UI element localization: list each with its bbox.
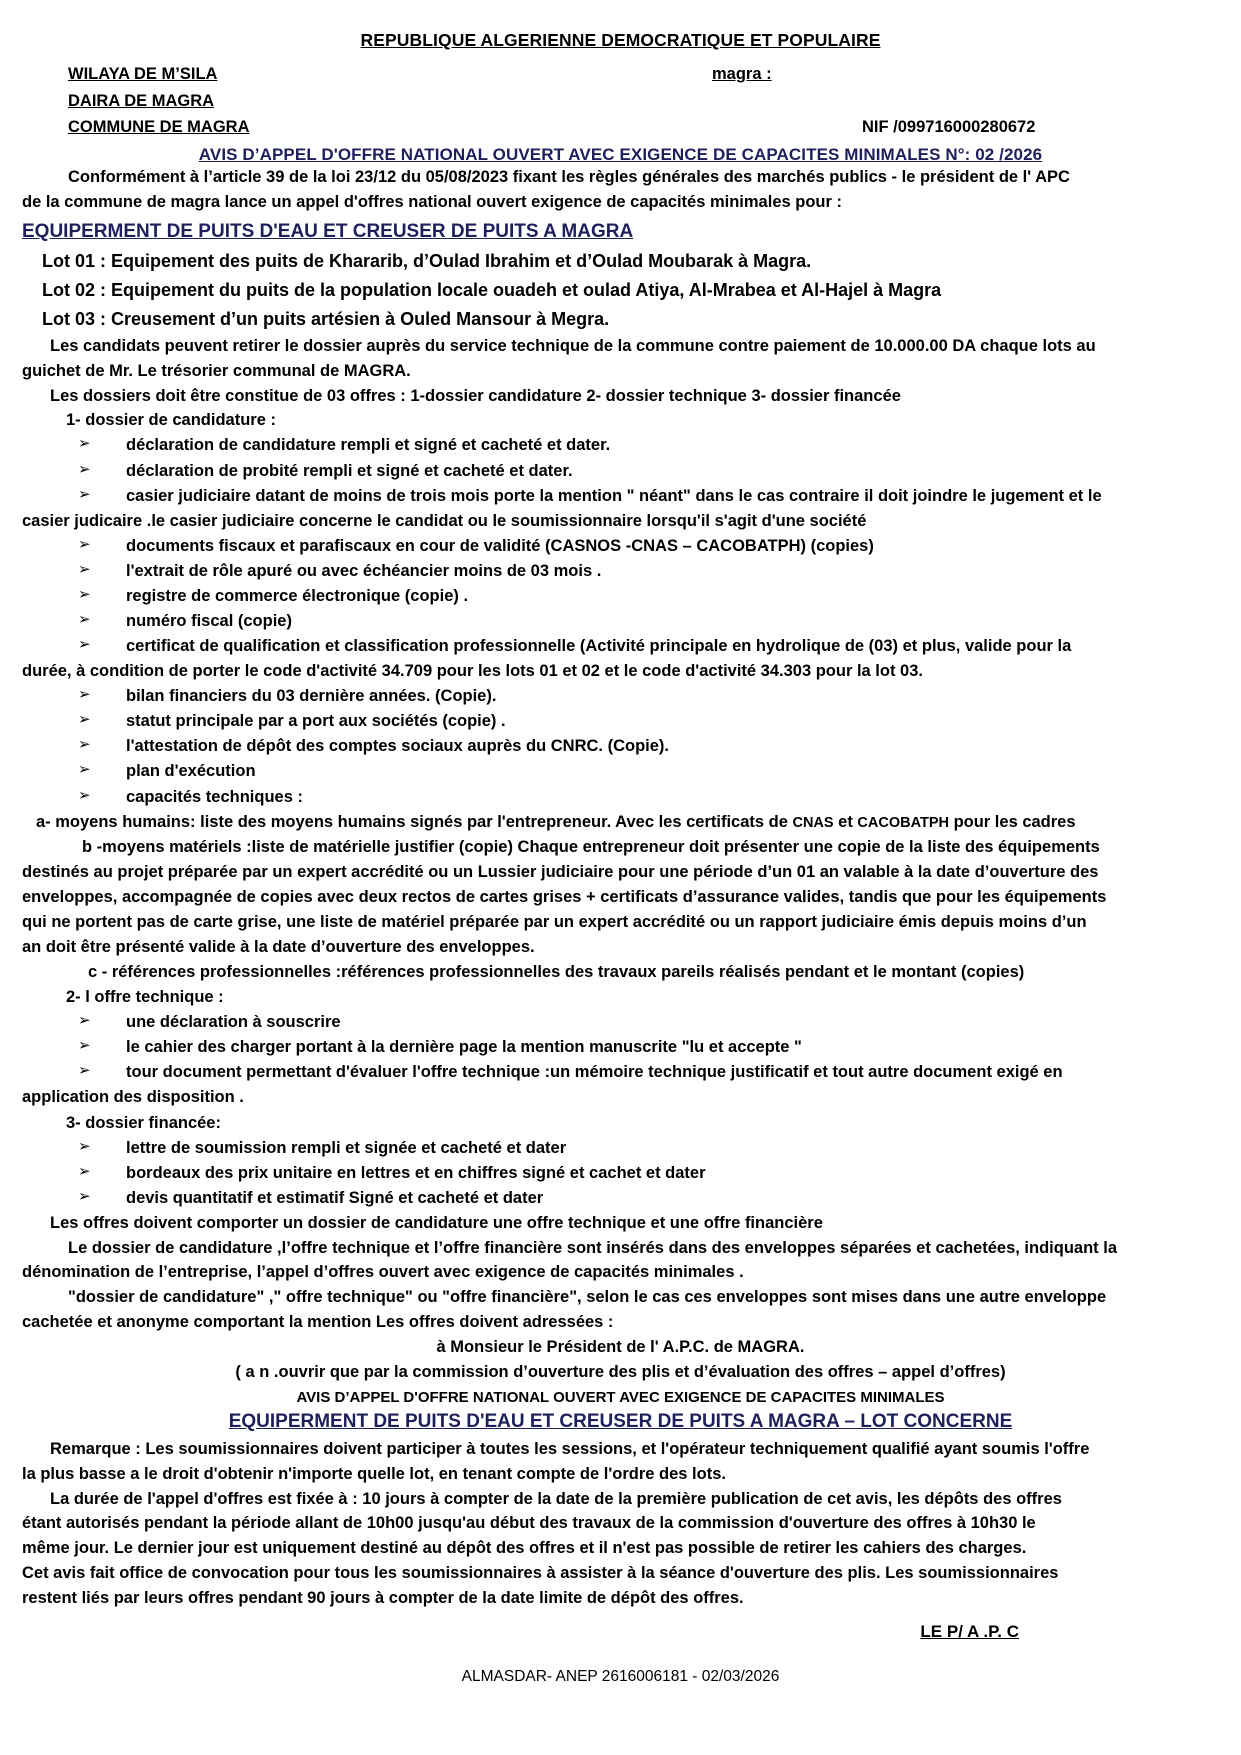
capacity-material-line5: an doit être présenté valide à la date d’ouverture des enveloppes.: [22, 938, 535, 957]
magra-label: [712, 61, 1219, 88]
chevron-right-icon: ➢: [78, 636, 91, 654]
section1-list-tail: [22, 684, 1219, 809]
section1-list-continued: [22, 534, 1219, 659]
withdrawal-line1: Les candidats peuvent retirer le dossier auprès du service technique de la commune contre paiement de 10.000.00 DA chaque lots au: [50, 337, 1096, 356]
list-item-label: déclaration de candidature rempli et signé et cacheté et dater.: [126, 436, 611, 455]
chevron-right-icon: ➢: [78, 786, 91, 804]
envelopes-line3: dénomination de l’entreprise, l’appel d’offres ouvert avec exigence de capacités minimales .: [22, 1263, 744, 1282]
list-item: [22, 734, 1219, 759]
list-item: [22, 559, 1219, 584]
chevron-right-icon: ➢: [78, 485, 91, 503]
intro-paragraph-line2: de la commune de magra lance un appel d'offres national ouvert exigence de capacités minimales pour :: [22, 192, 842, 211]
section2-heading: 2- l offre technique :: [66, 988, 224, 1007]
duration-line1: La durée de l'appel d'offres est fixée à : 10 jours à compter de la date de la première publication de cet avis, les dépôts des offres: [50, 1489, 1062, 1508]
duration-line3: même jour. Le dernier jour est uniquement destiné au dépôt des offres et il n'est pas possible de retirer les cahiers des charges.: [22, 1539, 1027, 1557]
list-item-label: bordeaux des prix unitaire en lettres et en chiffres signé et cachet et dater: [126, 1163, 706, 1182]
envelopes-line5: cachetée et anonyme comportant la mention Les offres doivent adressées :: [22, 1312, 614, 1331]
nif-value: NIF /099716000280672: [862, 118, 1036, 137]
address-project-title: EQUIPERMENT DE PUITS D'EAU ET CREUSER DE PUITS A MAGRA – LOT CONCERNE: [228, 1411, 1013, 1432]
lot-item: Lot 03 : Creusement d’un puits artésien à Ouled Mansour à Megra.: [42, 308, 610, 329]
capacity-a-mid: et: [833, 812, 858, 831]
list-item-label: capacités techniques :: [126, 787, 303, 806]
chevron-right-icon: ➢: [78, 585, 91, 603]
chevron-right-icon: ➢: [78, 535, 91, 553]
chevron-right-icon: ➢: [78, 686, 91, 704]
list-item: [22, 684, 1219, 709]
list-item: [22, 634, 1219, 659]
section3-list: [22, 1136, 1219, 1211]
list-item: [22, 1136, 1219, 1161]
chevron-right-icon: ➢: [78, 711, 91, 729]
project-title: EQUIPERMENT DE PUITS D'EAU ET CREUSER DE PUITS A MAGRA: [22, 220, 634, 242]
duration-line5: restent liés par leurs offres pendant 90 jours à compter de la date limite de dépôt des offres.: [22, 1588, 744, 1607]
list-item: [22, 785, 1219, 810]
list-item-label: le cahier des charger portant à la dernière page la mention manuscrite "lu et accepte ": [126, 1038, 802, 1057]
section1-list: [22, 433, 1219, 508]
capacity-a-prefix: a- moyens humains: liste des moyens humains signés par l'entrepreneur. Avec les certificats de: [36, 812, 793, 831]
chevron-right-icon: ➢: [78, 736, 91, 754]
list-item-label: déclaration de probité rempli et signé et cacheté et dater.: [126, 461, 573, 480]
composition-line: Les dossiers doit être constitue de 03 offres : 1-dossier candidature 2- dossier technique 3- dossier financée: [50, 386, 901, 405]
list-item: [22, 1161, 1219, 1186]
chevron-right-icon: ➢: [78, 1137, 91, 1155]
republic-title: REPUBLIQUE ALGERIENNE DEMOCRATIQUE ET POPULAIRE: [360, 30, 881, 50]
signature-block: LE P/ A .P. C: [920, 1622, 1019, 1642]
list-item-label: lettre de soumission rempli et signée et cacheté et dater: [126, 1138, 567, 1157]
envelopes-line1: Les offres doivent comporter un dossier de candidature une offre technique et une offre financière: [50, 1213, 823, 1232]
list-item-label: casier judiciaire datant de moins de trois mois porte la mention " néant" dans le cas contraire il doit joindre le jugement et le: [126, 486, 1102, 505]
acronym-cnas: CNAS: [792, 814, 834, 831]
capacity-human-resources: [22, 810, 1219, 835]
header-row-wilaya: [22, 61, 1219, 88]
daira-text: DAIRA DE MAGRA: [68, 91, 215, 110]
certificat-continuation: durée, à condition de porter le code d'activité 34.709 pour les lots 01 et 02 et le code d'activité 34.303 pour la lot 03.: [22, 662, 923, 681]
remark-line2: la plus basse a le droit d'obtenir n'importe quelle lot, en tenant compte de l'ordre des lots.: [22, 1464, 726, 1483]
capacity-references-line: c - références professionnelles :références professionnelles des travaux pareils réalisés pendant et le montant (copies): [88, 963, 1025, 982]
publication-footer: ALMASDAR- ANEP 2616006181 - 02/03/2026: [461, 1668, 780, 1686]
list-item: [22, 584, 1219, 609]
list-item: [22, 433, 1219, 458]
list-item: [22, 609, 1219, 634]
address-tender-title: AVIS D’APPEL D'OFFRE NATIONAL OUVERT AVEC EXIGENCE DE CAPACITES MINIMALES: [296, 1388, 945, 1406]
wilaya-text: WILAYA DE M’SILA: [68, 65, 218, 83]
list-item-label: plan d'exécution: [126, 762, 256, 781]
list-item-label: certificat de qualification et classification professionnelle (Activité principale en hydrolique de (03) et plus, valide pour la: [126, 637, 1072, 656]
chevron-right-icon: ➢: [78, 1012, 91, 1030]
list-item-label: bilan financiers du 03 dernière années. (Copie).: [126, 687, 497, 706]
withdrawal-line2: guichet de Mr. Le trésorier communal de MAGRA.: [22, 361, 411, 380]
list-item-label: registre de commerce électronique (copie) .: [126, 586, 469, 605]
list-item-label: tour document permettant d'évaluer l'offre technique :un mémoire technique justificatif et tout autre document exigé en: [126, 1063, 1063, 1082]
envelopes-line4: "dossier de candidature" ," offre technique" ou "offre financière", selon le cas ces enveloppes sont mises dans une autre enveloppe: [68, 1288, 1107, 1307]
address-commission-line: ( a n .ouvrir que par la commission d’ouverture des plis et d’évaluation des offres – appel d’offres): [235, 1363, 1006, 1382]
list-item-label: l'extrait de rôle apuré ou avec échéancier moins de 03 mois .: [126, 561, 602, 580]
capacity-material-line1: b -moyens matériels :liste de matérielle justifier (copie) Chaque entrepreneur doit présenter une copie de la liste des équipements: [82, 837, 1100, 856]
capacity-material-line3: enveloppes, accompagnée de copies avec deux rectos de cartes grises + certificats d’assurance valides, tandis que pour les équipements: [22, 887, 1107, 906]
envelopes-line2: Le dossier de candidature ,l’offre technique et l’offre financière sont insérés dans des enveloppes séparées et cachetées, indiquant la: [68, 1238, 1117, 1257]
capacity-a-suffix: pour les cadres: [948, 812, 1076, 831]
acronym-cacobatph: CACOBATPH: [857, 814, 949, 831]
commune-label: [22, 114, 712, 141]
lot-item: Lot 02 : Equipement du puits de la population locale ouadeh et oulad Atiya, Al-Mrabea et Al-Hajel à Magra: [42, 279, 942, 300]
section1-heading: 1- dossier de candidature :: [66, 411, 276, 430]
list-item: [22, 1035, 1219, 1060]
chevron-right-icon: ➢: [78, 1037, 91, 1055]
list-item: [22, 459, 1219, 484]
chevron-right-icon: ➢: [78, 761, 91, 779]
list-item-label: numéro fiscal (copie): [126, 612, 292, 630]
chevron-right-icon: ➢: [78, 611, 91, 628]
capacity-material-line4: qui ne portent pas de carte grise, une liste de matériel préparée par un expert accrédité ou un rapport judiciaire émis depuis moins d’un: [22, 912, 1087, 931]
tender-main-title: AVIS D’APPEL D'OFFRE NATIONAL OUVERT AVEC EXIGENCE DE CAPACITES MINIMALES N°: 02 /2026: [198, 145, 1043, 165]
chevron-right-icon: ➢: [78, 1187, 91, 1205]
list-item: [22, 709, 1219, 734]
lot-item: Lot 01 : Equipement des puits de Khararib, d’Oulad Ibrahim et d’Oulad Moubarak à Magra.: [42, 250, 812, 271]
section2-continuation: application des disposition .: [22, 1088, 244, 1107]
list-item: [22, 1186, 1219, 1211]
magra-text: magra :: [712, 65, 772, 83]
list-item: [22, 759, 1219, 784]
duration-line2: étant autorisés pendant la période allant de 10h00 jusqu'au début des travaux de la commission d'ouverture des offres à 10h30 le: [22, 1514, 1036, 1533]
address-president-line: à Monsieur le Président de l' A.P.C. de MAGRA.: [436, 1337, 805, 1356]
chevron-right-icon: ➢: [78, 560, 91, 578]
commune-text: COMMUNE DE MAGRA: [68, 118, 250, 137]
intro-paragraph-line1: Conformément à l’article 39 de la loi 23/12 du 05/08/2023 fixant les règles générales des marchés publics - le président de l' APC: [68, 168, 1070, 187]
list-item-label: l'attestation de dépôt des comptes sociaux auprès du CNRC. (Copie).: [126, 737, 670, 756]
list-item: [22, 1010, 1219, 1035]
chevron-right-icon: ➢: [78, 435, 91, 453]
list-item-label: statut principale par a port aux sociétés (copie) .: [126, 712, 506, 731]
remark-line1: Remarque : Les soumissionnaires doivent participer à toutes les sessions, et l'opérateur techniquement qualifié ayant soumis l'offre: [50, 1440, 1090, 1458]
chevron-right-icon: ➢: [78, 1062, 91, 1080]
casier-continuation: casier judicaire .le casier judiciaire concerne le candidat ou le soumissionnaire lorsqu'il s'agit d'une société: [22, 511, 867, 530]
section3-heading: 3- dossier financée:: [66, 1113, 221, 1132]
wilaya-label: [22, 61, 712, 88]
list-item-label: devis quantitatif et estimatif Signé et cacheté et dater: [126, 1188, 544, 1207]
list-item-label: documents fiscaux et parafiscaux en cour de validité (CASNOS -CNAS – CACOBATPH) (copies): [126, 536, 874, 555]
header-row-commune: [22, 114, 1219, 141]
capacity-material-line2: destinés au projet préparée par un expert accrédité ou un Lussier judiciaire pour une période d’un 01 an valable à la date d’ouverture des: [22, 862, 1099, 881]
duration-line4: Cet avis fait office de convocation pour tous les soumissionnaires à assister à la séance d'ouverture des plis. Les soumissionnaires: [22, 1563, 1059, 1582]
list-item: [22, 534, 1219, 559]
chevron-right-icon: ➢: [78, 1162, 91, 1180]
list-item: [22, 484, 1219, 509]
list-item: [22, 1060, 1219, 1085]
header-row-daira: [22, 88, 1219, 115]
list-item-label: une déclaration à souscrire: [126, 1013, 341, 1032]
section2-list: [22, 1010, 1219, 1085]
daira-label: [22, 88, 712, 115]
chevron-right-icon: ➢: [78, 460, 91, 478]
